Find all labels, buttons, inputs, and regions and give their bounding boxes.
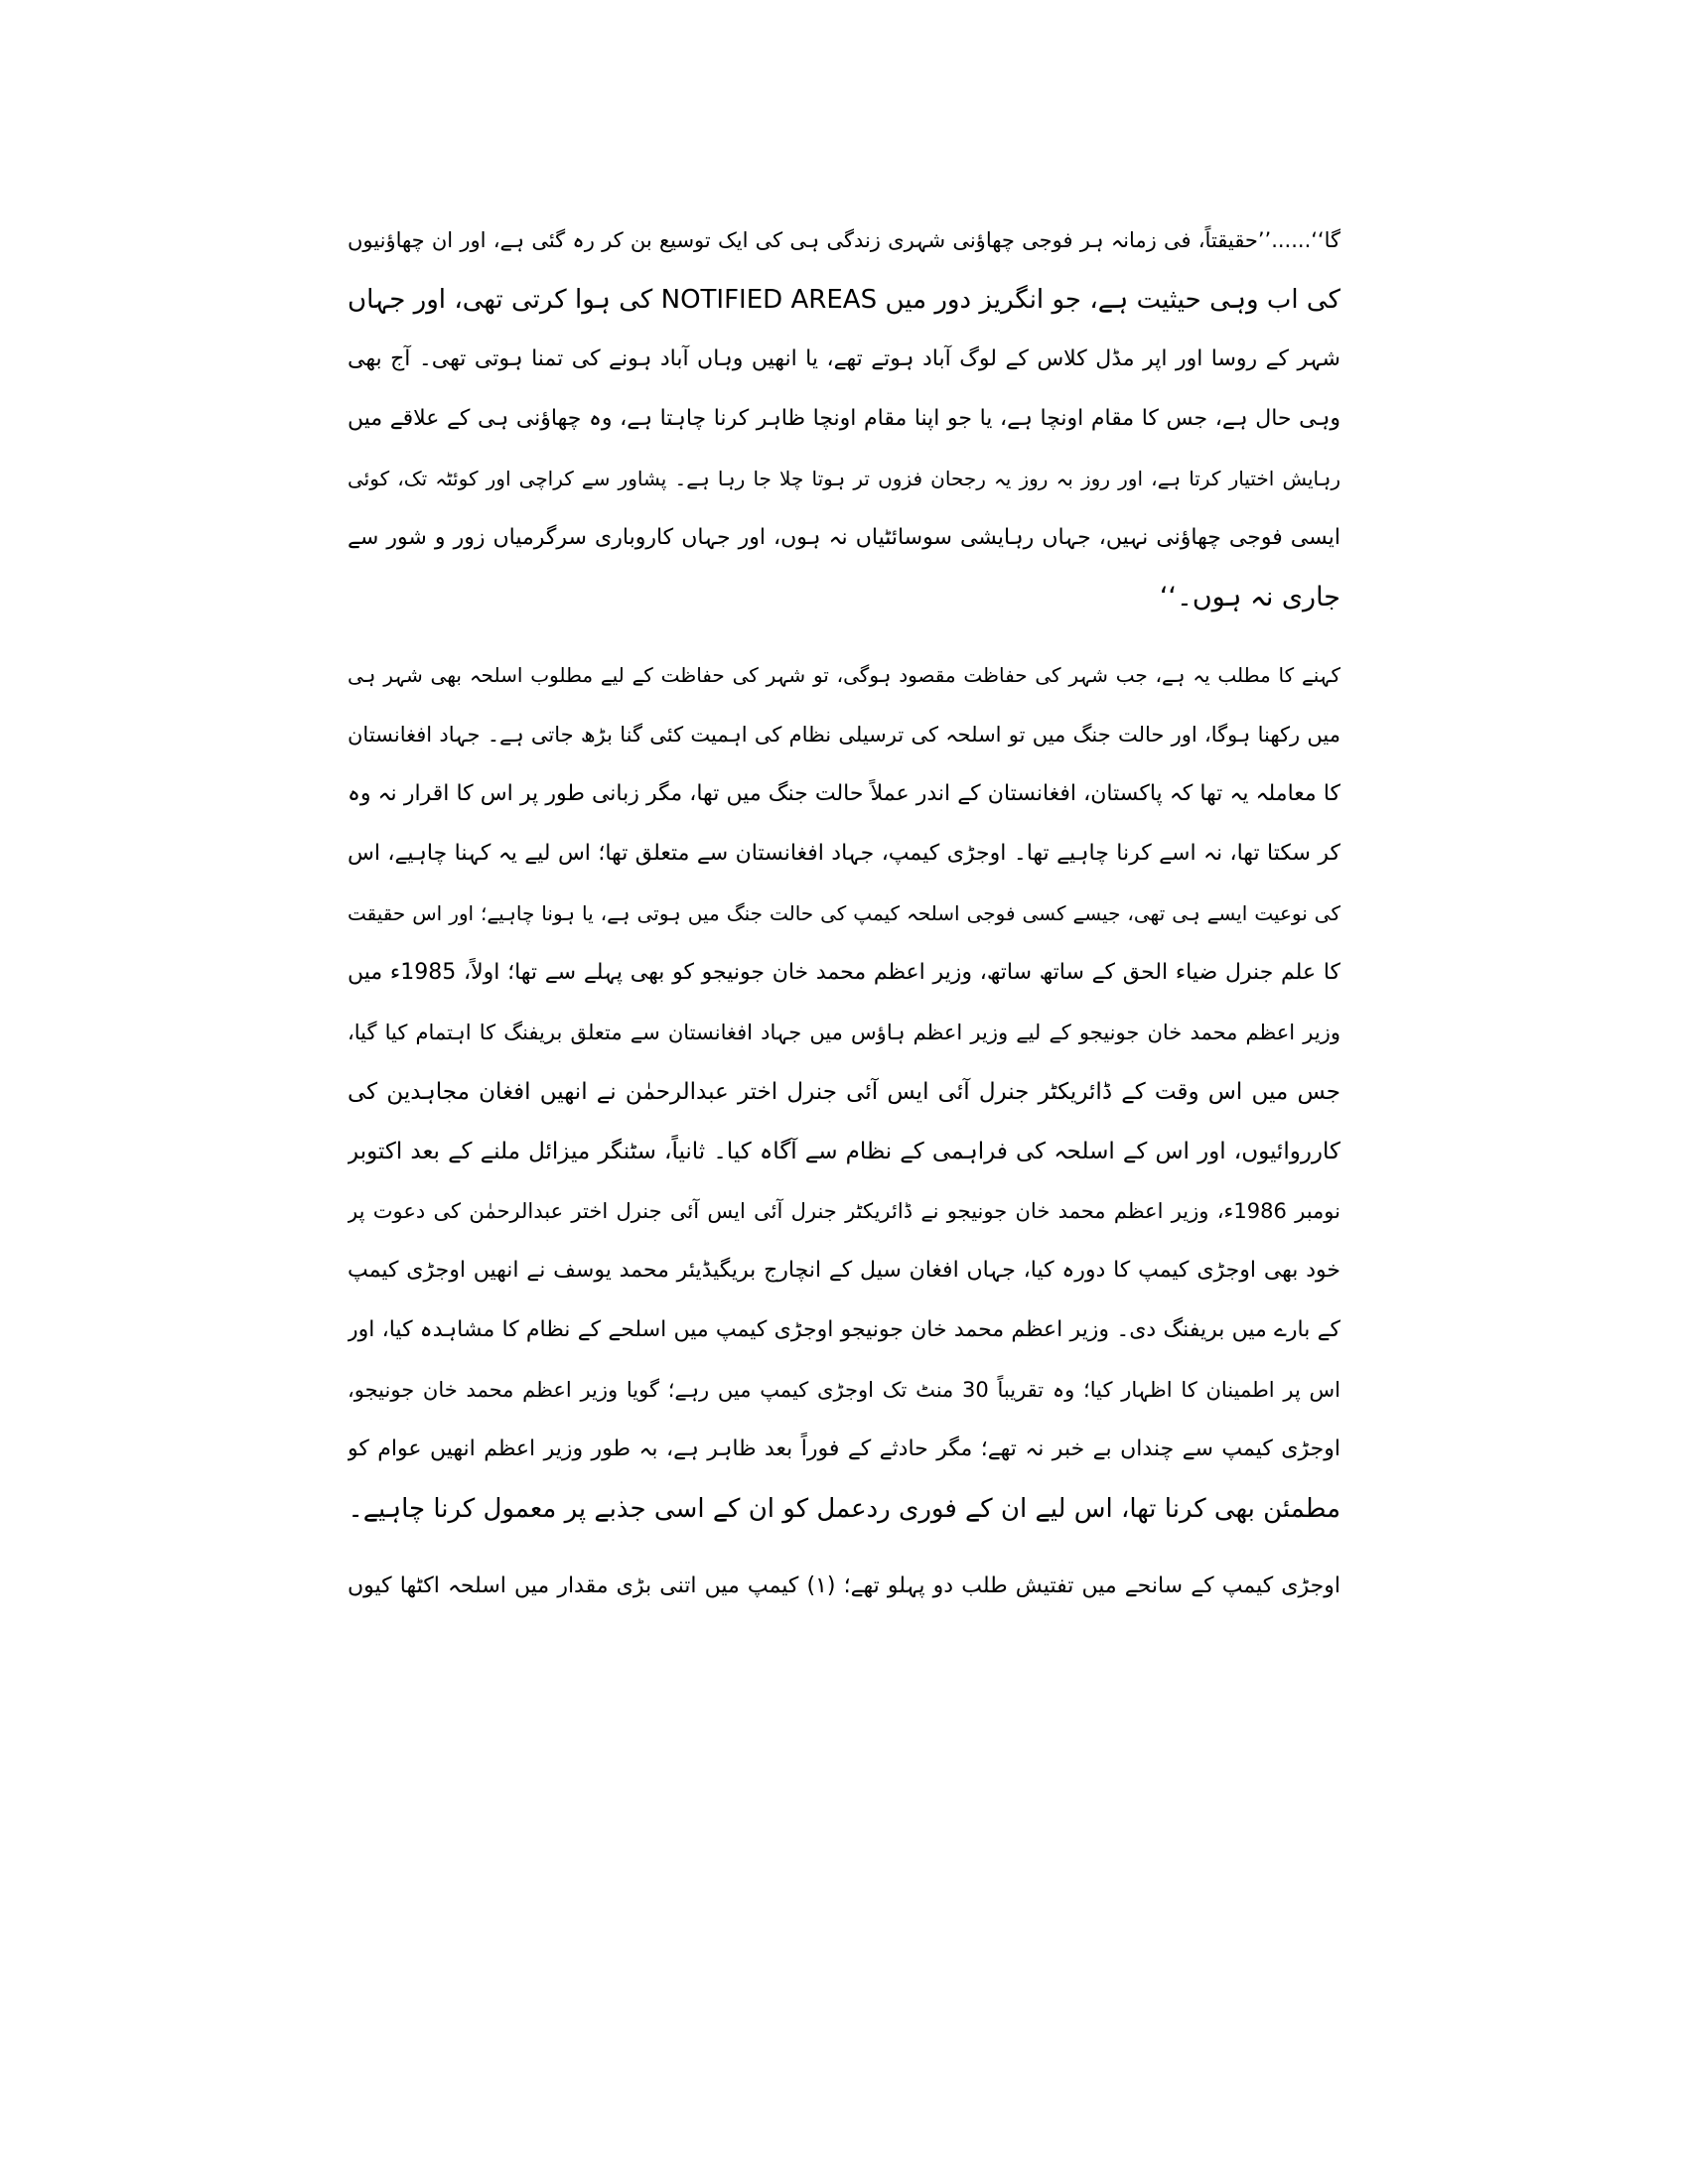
text-line: جاری نہ ہوں۔‘‘ (1159, 582, 1340, 613)
text-line: وزیر اعظم محمد خان جونیجو کے لیے وزیر اعظم ہاؤس میں جہاد افغانستان سے متعلق بریفنگ کا اہتمام کیا گیا، (348, 1021, 1340, 1044)
text-line: کا معاملہ یہ تھا کہ پاکستان، افغانستان کے اندر عملاً حالت جنگ میں تھا، مگر زبانی طور پر اس کا اقرار نہ وہ (348, 781, 1340, 806)
text-line: جس میں اس وقت کے ڈائریکٹر جنرل آئی ایس آئی جنرل اختر عبدالرحمٰن نے انھیں افغان مجاہدین کی (348, 1079, 1340, 1105)
paragraph-2 (348, 645, 1340, 1539)
text-line: گا‘‘......’’حقیقتاً، فی زمانہ ہر فوجی چھاؤنی شہری زندگی ہی کی ایک توسیع بن کر رہ گئی ہے، اور ان چھاؤنیوں (348, 228, 1340, 252)
text-line: کی نوعیت ایسے ہی تھی، جیسے کسی فوجی اسلحہ کیمپ کی حالت جنگ میں ہوتی ہے، یا ہونا چاہیے؛ اور اس حقیقت (348, 901, 1340, 925)
text-line: میں رکھنا ہوگا، اور حالت جنگ میں تو اسلحہ کی ترسیلی نظام کی اہمیت کئی گنا بڑھ جاتی ہے۔ جہاد افغانستان (348, 723, 1340, 747)
document-body (348, 210, 1340, 1616)
text-line: وہی حال ہے، جس کا مقام اونچا ہے، یا جو اپنا مقام اونچا ظاہر کرنا چاہتا ہے، وہ چھاؤنی ہی کے علاقے میں (348, 406, 1340, 431)
text-line: اوجڑی کیمپ کے سانحے میں تفتیش طلب دو پہلو تھے؛ (۱) کیمپ میں اتنی بڑی مقدار میں اسلحہ اکٹھا کیوں (348, 1573, 1340, 1598)
text-line: کے بارے میں بریفنگ دی۔ وزیر اعظم محمد خان جونیجو اوجڑی کیمپ میں اسلحے کے نظام کا مشاہدہ کیا، اور (348, 1317, 1340, 1342)
paragraph-3 (348, 1557, 1340, 1616)
text-line: کا علم جنرل ضیاء الحق کے ساتھ ساتھ، وزیر اعظم محمد خان جونیجو کو بھی پہلے سے تھا؛ اولاً، 1985ء میں (348, 960, 1340, 985)
text-line: خود بھی اوجڑی کیمپ کا دورہ کیا، جہاں افغان سیل کے انچارج بریگیڈیئر محمد یوسف نے انھیں اوجڑی کیمپ (348, 1258, 1340, 1283)
text-line: اوجڑی کیمپ سے چنداں بے خبر نہ تھے؛ مگر حادثے کے فوراً بعد ظاہر ہے، بہ طور وزیر اعظم انھیں عوام کو (348, 1436, 1340, 1461)
paragraph-1 (348, 210, 1340, 627)
text-line: کی اب وہی حیثیت ہے، جو انگریز دور میں NOTIFIED AREAS کی ہوا کرتی تھی، اور جہاں (348, 285, 1340, 315)
text-line: شہر کے روسا اور اپر مڈل کلاس کے لوگ آباد ہوتے تھے، یا انھیں وہاں آباد ہونے کی تمنا ہوتی تھی۔ آج بھی (348, 346, 1340, 371)
text-line: کارروائیوں، اور اس کے اسلحہ کی فراہمی کے نظام سے آگاہ کیا۔ ثانیاً، سٹنگر میزائل ملنے کے بعد اکتوبر (348, 1139, 1340, 1164)
text-line: اس پر اطمینان کا اظہار کیا؛ وہ تقریباً 30 منٹ تک اوجڑی کیمپ میں رہے؛ گویا وزیر اعظم محمد خان جونیجو، (348, 1378, 1340, 1402)
text-line: کہنے کا مطلب یہ ہے، جب شہر کی حفاظت مقصود ہوگی، تو شہر کی حفاظت کے لیے مطلوب اسلحہ بھی شہر ہی (348, 663, 1340, 687)
text-line: کر سکتا تھا، نہ اسے کرنا چاہیے تھا۔ اوجڑی کیمپ، جہاد افغانستان سے متعلق تھا؛ اس لیے یہ کہنا چاہیے، اس (348, 841, 1340, 866)
text-line: ایسی فوجی چھاؤنی نہیں، جہاں رہایشی سوسائٹیاں نہ ہوں، اور جہاں کاروباری سرگرمیاں زور و شور سے (348, 525, 1340, 550)
text-line: مطمئن بھی کرنا تھا، اس لیے ان کے فوری ردعمل کو ان کے اسی جذبے پر معمول کرنا چاہیے۔ (348, 1494, 1340, 1524)
text-line: نومبر 1986ء، وزیر اعظم محمد خان جونیجو نے ڈائریکٹر جنرل آئی ایس آئی جنرل اختر عبدالرحمٰن کی دعوت پر (348, 1199, 1340, 1223)
text-line: رہایش اختیار کرتا ہے، اور روز بہ روز یہ رجحان فزوں تر ہوتا چلا جا رہا ہے۔ پشاور سے کراچی اور کوئٹہ تک، کوئی (348, 467, 1340, 490)
